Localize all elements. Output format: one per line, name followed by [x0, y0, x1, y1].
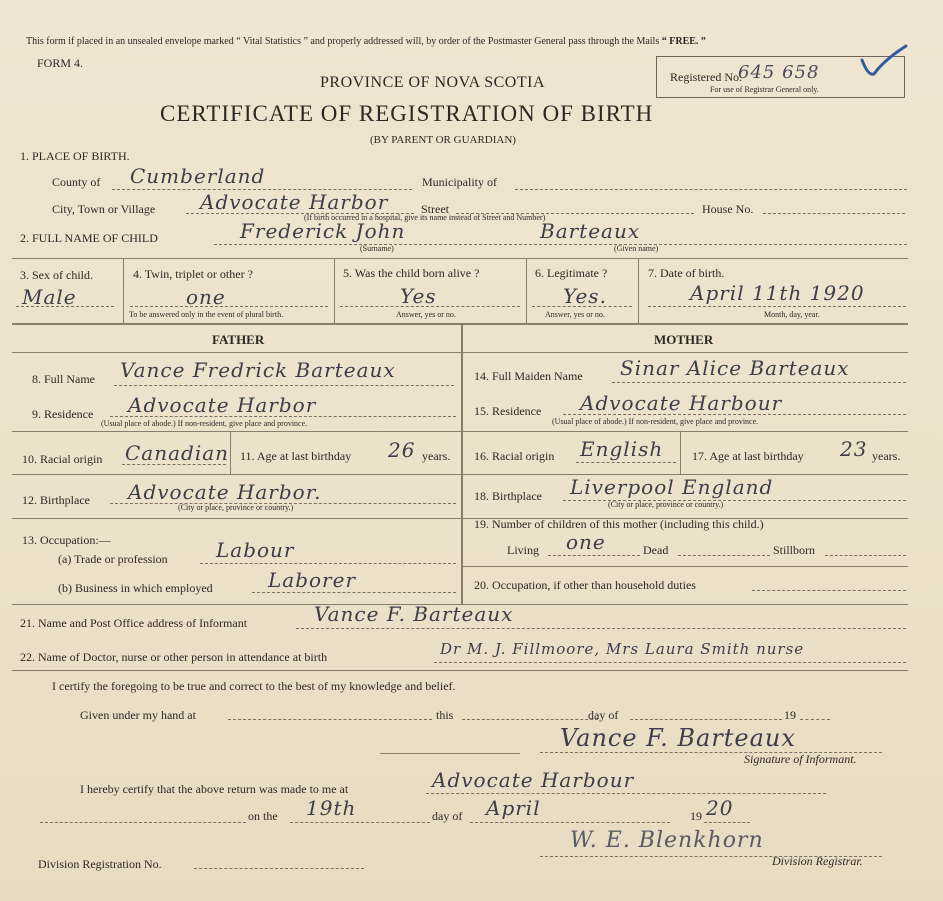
- father-name-value: Vance Fredrick Barteaux: [120, 358, 396, 382]
- father-name-label: 8. Full Name: [32, 372, 95, 386]
- municipality-label: Municipality of: [422, 175, 497, 189]
- parents-row-rule-1: [12, 431, 908, 432]
- business-line: [252, 592, 456, 593]
- informant-label: 21. Name and Post Office address of Informant: [20, 616, 248, 630]
- legitimate-note: Answer, yes or no.: [545, 310, 605, 319]
- mother-heading: MOTHER: [654, 332, 714, 347]
- twin-line: [130, 306, 328, 307]
- hospital-note: (If birth occurred in a hospital, give its name instead of Street and Number): [304, 213, 546, 222]
- registrar-signature: W. E. Blenkhorn: [570, 828, 764, 853]
- alive-value: Yes: [400, 284, 437, 308]
- child-given-name: Frederick John: [240, 219, 406, 243]
- registrar-year-line: [704, 822, 750, 823]
- signature-rule: [380, 753, 520, 754]
- details-bottom-rule: [12, 323, 908, 325]
- registered-label: Registered No.: [670, 70, 742, 84]
- father-residence-line: [110, 416, 456, 417]
- certify-top-rule: [12, 670, 908, 671]
- registered-number: 645 658: [738, 62, 820, 83]
- mother-race-value: English: [580, 437, 664, 461]
- business-label: (b) Business in which employed: [58, 581, 213, 595]
- sex-value: Male: [22, 285, 77, 309]
- surname-note: (Surname): [360, 244, 394, 253]
- registrar-left-line: [40, 822, 246, 823]
- stillborn-label: Stillborn: [773, 543, 816, 557]
- registrar-statement: I hereby certify that the above return was made to me at: [80, 782, 349, 796]
- details-divider-4: [638, 258, 639, 323]
- mother-name-line: [612, 382, 906, 383]
- check-mark-icon: [858, 42, 910, 80]
- registrar-day-line: [290, 822, 430, 823]
- county-label: County of: [52, 175, 101, 189]
- father-race-value: Canadian: [125, 441, 230, 465]
- parents-heading-rule: [12, 352, 908, 353]
- mother-race-label: 16. Racial origin: [474, 449, 555, 463]
- trade-label: (a) Trade or profession: [58, 552, 168, 566]
- living-label: Living: [507, 543, 539, 557]
- father-heading: FATHER: [212, 332, 265, 347]
- this-label: this: [436, 708, 454, 722]
- details-top-rule: [12, 258, 908, 259]
- city-label: City, Town or Village: [52, 202, 156, 216]
- dob-value: April 11th 1920: [690, 281, 865, 305]
- father-race-line: [122, 464, 226, 465]
- form-number: FORM 4.: [37, 56, 84, 70]
- alive-note: Answer, yes or no.: [396, 310, 456, 319]
- on-the-label: on the: [248, 809, 278, 823]
- year-line: [800, 719, 830, 720]
- municipality-line: [515, 189, 907, 190]
- mother-birthplace-value: Liverpool England: [570, 475, 774, 499]
- stillborn-line: [825, 555, 906, 556]
- registrar-place-value: Advocate Harbour: [432, 768, 635, 792]
- informant-value: Vance F. Barteaux: [314, 602, 514, 626]
- father-name-line: [114, 385, 454, 386]
- mother-occupation-line: [752, 590, 906, 591]
- signature-caption: Signature of Informant.: [744, 752, 857, 766]
- father-residence-note: (Usual place of abode.) If non-resident, give place and province.: [101, 419, 308, 428]
- alive-line: [340, 306, 520, 307]
- given-name-note: (Given name): [614, 244, 659, 253]
- trade-value: Labour: [216, 538, 295, 562]
- registrar-year-value: 20: [706, 796, 734, 820]
- sex-line: [16, 306, 114, 307]
- registrar-day-value: 19th: [306, 796, 357, 820]
- trade-line: [200, 563, 456, 564]
- alive-label: 5. Was the child born alive ?: [343, 266, 480, 280]
- details-divider-3: [526, 258, 527, 323]
- children-label: 19. Number of children of this mother (including this child.): [474, 517, 764, 531]
- registrar-year-prefix: 19: [690, 809, 702, 823]
- twin-value: one: [186, 285, 226, 309]
- parents-center-divider: [461, 325, 463, 605]
- street-label: Street: [421, 202, 449, 216]
- mother-age-label: 17. Age at last birthday: [692, 449, 804, 463]
- division-number-line: [194, 868, 364, 869]
- mother-years: years.: [872, 449, 901, 463]
- county-value: Cumberland: [130, 164, 266, 188]
- legitimate-label: 6. Legitimate ?: [535, 266, 608, 280]
- city-value: Advocate Harbor: [200, 190, 389, 214]
- place-section-heading: 1. PLACE OF BIRTH.: [20, 149, 130, 163]
- occupation-label: 13. Occupation:—: [22, 533, 111, 547]
- certificate-title: CERTIFICATE OF REGISTRATION OF BIRTH: [160, 101, 654, 126]
- father-age-value: 26: [388, 438, 416, 462]
- certify-statement: I certify the foregoing to be true and correct to the best of my knowledge and belief.: [52, 679, 456, 693]
- twin-note: To be answered only in the event of plural birth.: [129, 310, 284, 319]
- mother-occupation-label: 20. Occupation, if other than household duties: [474, 578, 696, 592]
- father-age-label: 11. Age at last birthday: [240, 449, 352, 463]
- living-value: one: [566, 530, 606, 554]
- mother-residence-label: 15. Residence: [474, 404, 542, 418]
- registrar-place-line: [426, 793, 826, 794]
- doctor-line: [434, 662, 906, 663]
- father-birthplace-label: 12. Birthplace: [22, 493, 90, 507]
- day-of-label: day of: [588, 708, 619, 722]
- dob-line: [648, 306, 906, 307]
- year-label: 19: [784, 708, 796, 722]
- parents-row-rule-3: [12, 518, 908, 519]
- registrar-note: For use of Registrar General only.: [710, 85, 819, 94]
- given-under-label: Given under my hand at: [80, 708, 196, 722]
- father-age-divider: [230, 431, 231, 474]
- postal-notice: This form if placed in an unsealed envelope marked “ Vital Statistics ” and properly addressed will, by order of the Postmaster General pass through the Mails “ FREE. ”: [26, 36, 706, 47]
- dead-label: Dead: [643, 543, 669, 557]
- father-residence-value: Advocate Harbor: [128, 393, 317, 417]
- dead-line: [678, 555, 770, 556]
- details-divider-2: [334, 258, 335, 323]
- mother-age-divider: [680, 431, 681, 474]
- province-heading: PROVINCE OF NOVA SCOTIA: [320, 74, 546, 91]
- legitimate-value: Yes.: [563, 284, 607, 308]
- mother-residence-line: [563, 414, 906, 415]
- given-at-line: [228, 719, 432, 720]
- division-registrar-caption: Division Registrar.: [772, 854, 863, 868]
- registrar-dayof-label: day of: [432, 809, 463, 823]
- mother-age-value: 23: [840, 437, 868, 461]
- details-divider-1: [123, 258, 124, 323]
- informant-line: [296, 628, 906, 629]
- twin-label: 4. Twin, triplet or other ?: [133, 267, 253, 281]
- child-name-line: [214, 244, 907, 245]
- business-value: Laborer: [268, 568, 357, 592]
- mother-children-rule: [463, 566, 908, 567]
- father-birthplace-note: (City or place, province or country.): [178, 503, 294, 512]
- child-surname: Barteaux: [540, 219, 641, 243]
- mother-residence-value: Advocate Harbour: [580, 391, 783, 415]
- dob-label: 7. Date of birth.: [648, 266, 725, 280]
- mother-name-label: 14. Full Maiden Name: [474, 369, 583, 383]
- mother-birthplace-label: 18. Birthplace: [474, 489, 542, 503]
- sex-label: 3. Sex of child.: [20, 268, 93, 282]
- mother-residence-note: (Usual place of abode.) If non-resident, give place and province.: [552, 417, 759, 426]
- house-line: [763, 213, 905, 214]
- house-label: House No.: [702, 202, 754, 216]
- father-birthplace-value: Advocate Harbor.: [128, 480, 322, 504]
- mother-name-value: Sinar Alice Barteaux: [620, 356, 850, 380]
- doctor-label: 22. Name of Doctor, nurse or other person in attendance at birth: [20, 650, 328, 664]
- dob-note: Month, day, year.: [764, 310, 820, 319]
- child-name-label: 2. FULL NAME OF CHILD: [20, 231, 158, 245]
- living-line: [548, 555, 640, 556]
- division-number-label: Division Registration No.: [38, 857, 162, 871]
- legitimate-line: [532, 306, 632, 307]
- mother-race-line: [576, 462, 676, 463]
- day-of-line: [630, 719, 782, 720]
- father-residence-label: 9. Residence: [32, 407, 94, 421]
- parents-row-rule-2: [12, 474, 908, 475]
- this-day-line: [462, 719, 598, 720]
- certificate-subtitle: (BY PARENT OR GUARDIAN): [370, 134, 516, 146]
- doctor-value: Dr M. J. Fillmoore, Mrs Laura Smith nurse: [440, 640, 805, 658]
- mother-birthplace-note: (City or place, province or country.): [608, 500, 724, 509]
- registrar-month-value: April: [486, 796, 541, 820]
- father-race-label: 10. Racial origin: [22, 452, 103, 466]
- registrar-month-line: [470, 822, 670, 823]
- informant-signature: Vance F. Barteaux: [560, 724, 796, 752]
- father-years: years.: [422, 449, 451, 463]
